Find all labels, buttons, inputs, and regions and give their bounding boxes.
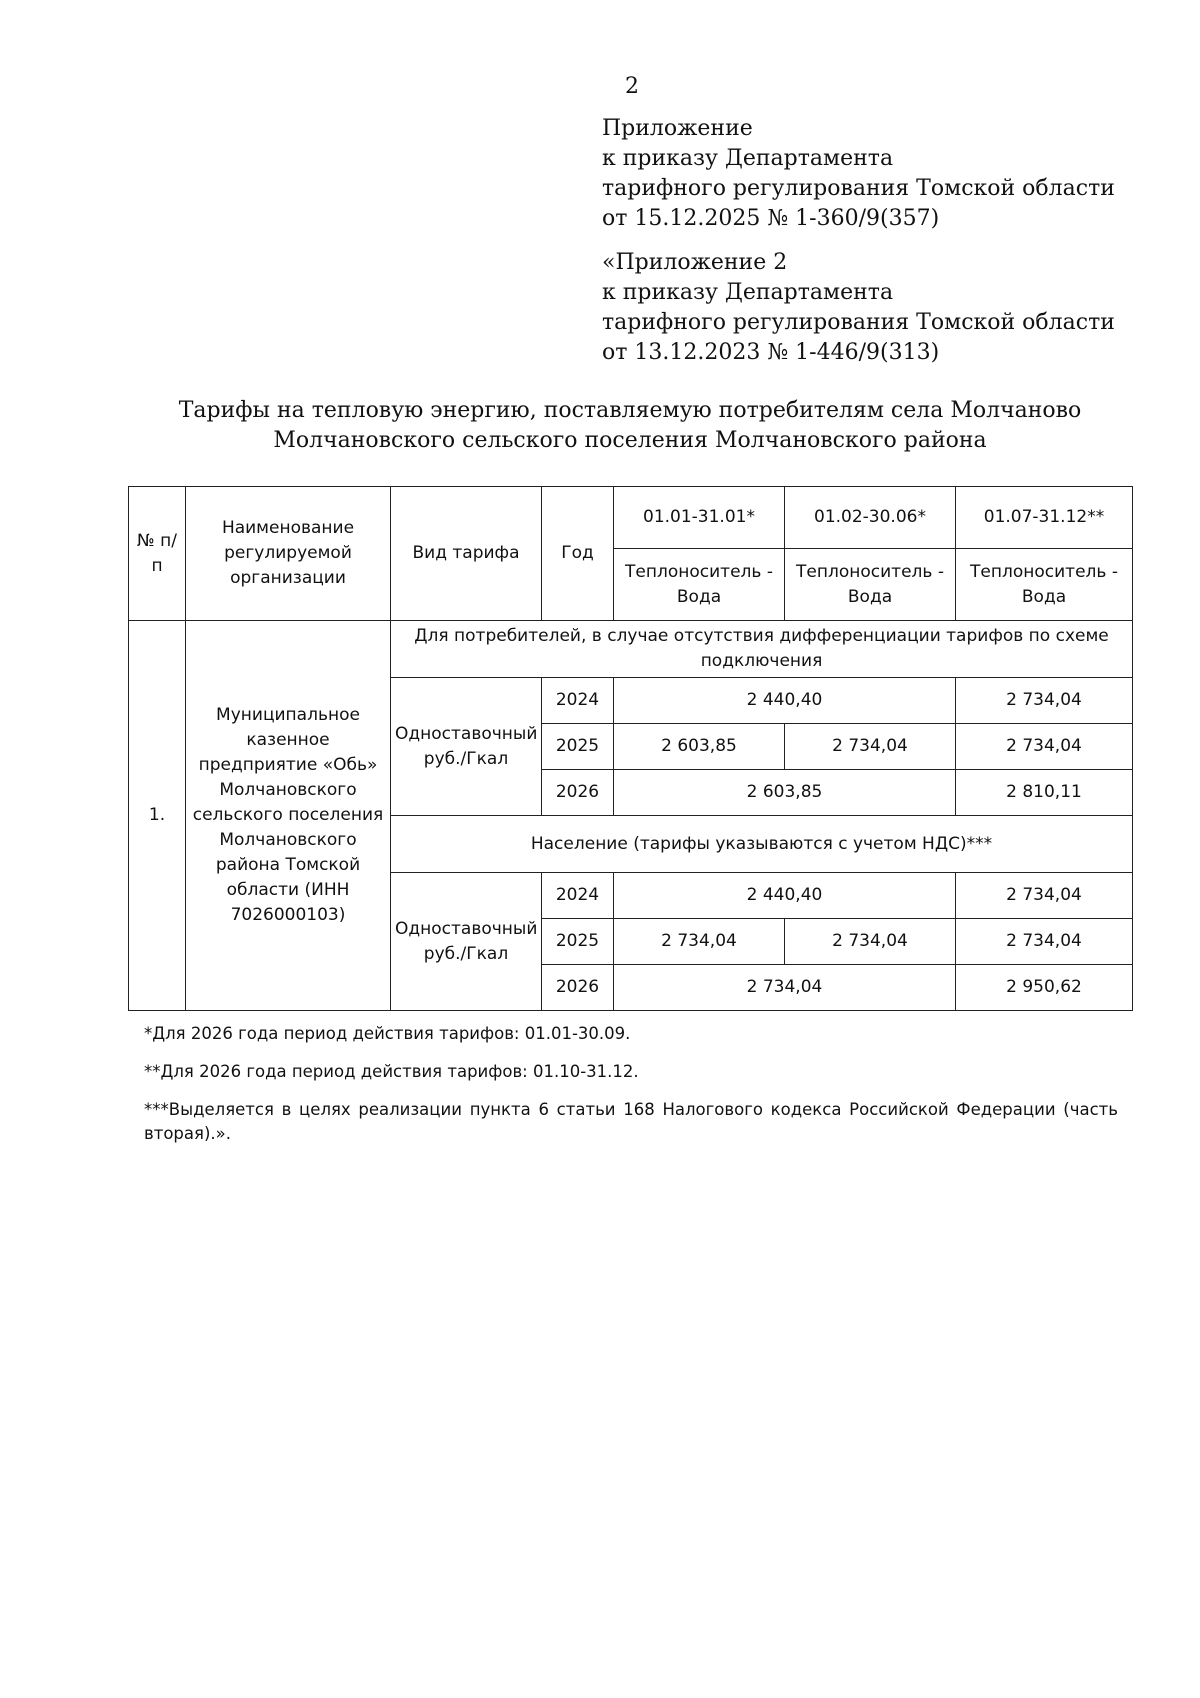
year-cell: 2024 xyxy=(542,873,614,919)
tariff-value: 2 440,40 xyxy=(614,678,956,724)
header-period: 01.02-30.06* xyxy=(785,487,956,549)
tariff-type-cell: Одноставочный руб./Гкал xyxy=(391,873,542,1011)
organization-name: Муниципальное казенное предприятие «Обь» Молчановского сельского поселения Молчановского района Томской области (ИНН 7026000103) xyxy=(186,621,391,1011)
year-cell: 2026 xyxy=(542,770,614,816)
tariff-value: 2 734,04 xyxy=(614,919,785,965)
year-cell: 2024 xyxy=(542,678,614,724)
section-caption: Для потребителей, в случае отсутствия дифференциации тарифов по схеме подключения xyxy=(391,621,1133,678)
tariff-value: 2 603,85 xyxy=(614,724,785,770)
footnote: **Для 2026 года период действия тарифов: 01.10-31.12. xyxy=(144,1062,639,1081)
tariff-value: 2 734,04 xyxy=(956,919,1133,965)
tariff-value: 2 734,04 xyxy=(785,919,956,965)
appendix-line: от 15.12.2025 № 1-360/9(357) xyxy=(602,206,940,231)
tariff-value: 2 734,04 xyxy=(614,965,956,1011)
header-organization: Наименование регулируемой организации xyxy=(186,487,391,621)
section-caption: Население (тарифы указываются с учетом НДС)*** xyxy=(391,816,1133,873)
tariff-value: 2 950,62 xyxy=(956,965,1133,1011)
header-year: Год xyxy=(542,487,614,621)
tariff-type-cell: Одноставочный руб./Гкал xyxy=(391,678,542,816)
appendix-line: Приложение xyxy=(602,116,753,141)
footnotes xyxy=(144,1022,1118,1160)
appendix-line: от 13.12.2023 № 1-446/9(313) xyxy=(602,340,940,365)
document-title xyxy=(120,396,1140,456)
appendix-line: тарифного регулирования Томской области xyxy=(602,310,1115,335)
tariff-value: 2 810,11 xyxy=(956,770,1133,816)
tariff-value: 2 734,04 xyxy=(956,873,1133,919)
appendix-line: к приказу Департамента xyxy=(602,280,894,305)
year-cell: 2025 xyxy=(542,724,614,770)
header-carrier: Теплоноситель - Вода xyxy=(785,549,956,621)
header-number: № п/п xyxy=(129,487,186,621)
header-carrier: Теплоноситель - Вода xyxy=(956,549,1133,621)
row-number: 1. xyxy=(129,621,186,1011)
year-cell: 2026 xyxy=(542,965,614,1011)
title-line: Тарифы на тепловую энергию, поставляемую потребителям села Молчаново xyxy=(178,398,1082,423)
tariff-table xyxy=(128,486,1133,1011)
appendix-line: тарифного регулирования Томской области xyxy=(602,176,1115,201)
appendix-line: к приказу Департамента xyxy=(602,146,894,171)
appendix-reference xyxy=(602,114,1115,234)
tariff-value: 2 440,40 xyxy=(614,873,956,919)
year-cell: 2025 xyxy=(542,919,614,965)
header-carrier: Теплоноситель - Вода xyxy=(614,549,785,621)
tariff-value: 2 734,04 xyxy=(956,724,1133,770)
tariff-value: 2 734,04 xyxy=(956,678,1133,724)
header-tariff-type: Вид тарифа xyxy=(391,487,542,621)
tariff-value: 2 734,04 xyxy=(785,724,956,770)
footnote: ***Выделяется в целях реализации пункта 6 статьи 168 Налогового кодекса Российской Федерации (часть вторая).». xyxy=(144,1100,1118,1143)
page-number: 2 xyxy=(625,74,639,99)
header-period: 01.01-31.01* xyxy=(614,487,785,549)
original-appendix-reference xyxy=(602,248,1115,368)
title-line: Молчановского сельского поселения Молчановского района xyxy=(273,428,987,453)
appendix-line: «Приложение 2 xyxy=(602,250,788,275)
tariff-value: 2 603,85 xyxy=(614,770,956,816)
header-period: 01.07-31.12** xyxy=(956,487,1133,549)
footnote: *Для 2026 года период действия тарифов: 01.01-30.09. xyxy=(144,1024,631,1043)
